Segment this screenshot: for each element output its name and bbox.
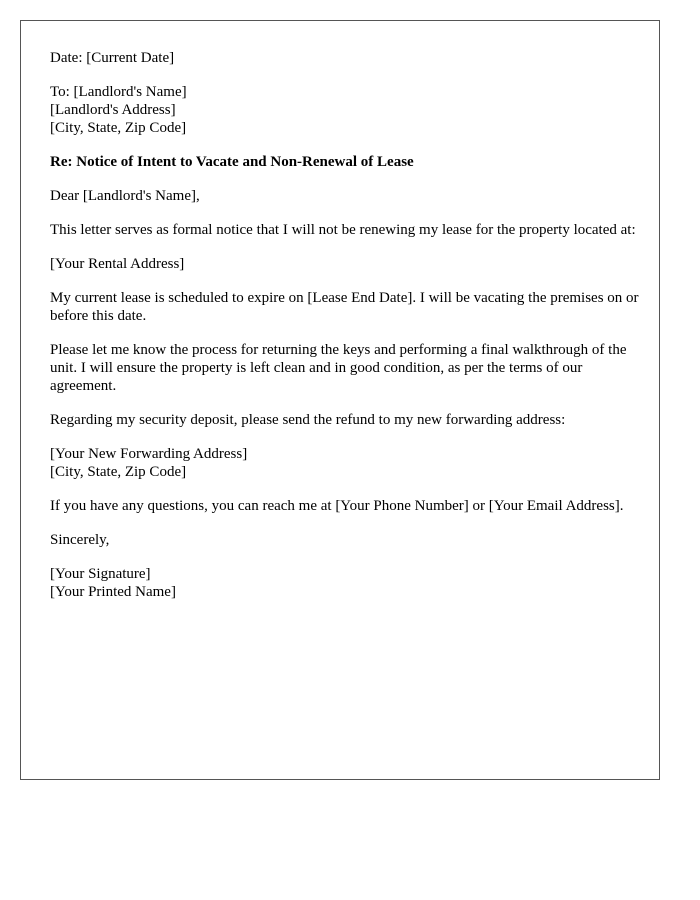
- recipient-city: [City, State, Zip Code]: [50, 120, 187, 136]
- recipient-block: [50, 83, 640, 137]
- lease-end-paragraph: My current lease is scheduled to expire on [Lease End Date]. I will be vacating the premises on or before this date.: [50, 290, 639, 324]
- forwarding-address-block: [50, 445, 640, 481]
- letter-page: [20, 20, 660, 780]
- forwarding-address: [Your New Forwarding Address]: [50, 446, 248, 462]
- forwarding-city: [City, State, Zip Code]: [50, 464, 187, 480]
- contact-paragraph: If you have any questions, you can reach me at [Your Phone Number] or [Your Email Address].: [50, 498, 624, 514]
- closing: Sincerely,: [50, 532, 110, 548]
- walkthrough-paragraph: Please let me know the process for returning the keys and performing a final walkthrough of the unit. I will ensure the property is left clean and in good condition, as per the terms of our agreement.: [50, 342, 627, 394]
- subject-line: Re: Notice of Intent to Vacate and Non-Renewal of Lease: [50, 154, 414, 170]
- recipient-address: [Landlord's Address]: [50, 102, 176, 118]
- signature-block: [50, 565, 640, 601]
- deposit-paragraph: Regarding my security deposit, please send the refund to my new forwarding address:: [50, 412, 566, 428]
- rental-address: [Your Rental Address]: [50, 256, 185, 272]
- signature-line: [Your Signature]: [50, 566, 151, 582]
- notice-paragraph: This letter serves as formal notice that I will not be renewing my lease for the property located at:: [50, 222, 636, 238]
- salutation: Dear [Landlord's Name],: [50, 188, 200, 204]
- letter-body: [50, 49, 640, 617]
- printed-name-line: [Your Printed Name]: [50, 584, 176, 600]
- date-line: Date: [Current Date]: [50, 50, 175, 66]
- recipient-name: To: [Landlord's Name]: [50, 84, 187, 100]
